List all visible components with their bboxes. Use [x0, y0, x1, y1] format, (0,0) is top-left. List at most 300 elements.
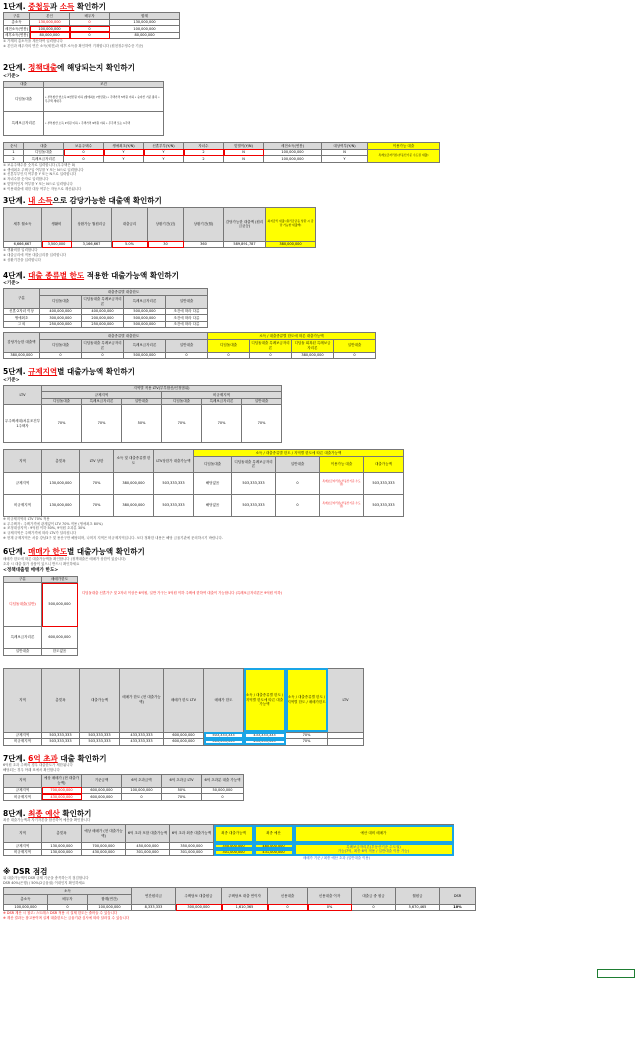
cell: 500,000,000	[124, 308, 166, 315]
col-header: 최저금리 대출 (원리금균등 상환 시 감당 가능한 대출액)	[266, 207, 316, 241]
col-header: 대출	[4, 81, 44, 88]
col-header: 일반대출	[334, 339, 376, 352]
dsr-title: ※ DSR 점검	[3, 867, 48, 876]
cell: 450,000,000	[126, 843, 170, 850]
cell: 0	[48, 904, 88, 911]
col-header: 대출금리	[112, 207, 148, 241]
col-header: 월원금	[396, 888, 440, 905]
col-header: 상환기간(년)	[148, 207, 184, 241]
col-header: 매매가 한도 (현 대출가능액)	[120, 668, 164, 732]
input-cell[interactable]: Y	[104, 149, 144, 156]
col-header: 6억 초과금 LTV	[162, 774, 202, 787]
table-row	[4, 583, 78, 627]
col-header: 6억 초과금액	[122, 774, 162, 787]
col-header: 디딤돌대출	[42, 398, 82, 405]
cell: 503,333,333	[364, 494, 404, 516]
cell: 50%	[162, 787, 202, 794]
group-header: 지역별 적용 LTV(부부합산/인정범위)	[42, 385, 282, 392]
note: 초과 시 대출 불가 상품이 있으니 반드시 확인하세요	[3, 561, 80, 566]
credit-rate-input[interactable]: 0%	[308, 904, 352, 911]
col-header: 매매가 한도 LTV	[164, 668, 204, 732]
affordability-table	[3, 207, 316, 249]
step8-intro: 최종 대출가능액과 자기자본을 합산하여 예산을 확인합니다	[3, 818, 91, 823]
col-header: 디딤돌대출 특례보금자리론	[82, 339, 124, 352]
col-header: LTV	[328, 668, 364, 732]
col-header: 총빚폭	[42, 450, 80, 473]
cell: 0	[276, 494, 320, 516]
col-header: 합계	[110, 13, 180, 20]
interest-rate-input[interactable]: 5.0%	[112, 241, 148, 248]
note: ① 생활비를 입력합니다	[3, 248, 38, 253]
row-label: 특례보금자리론	[4, 112, 44, 136]
col-header: 총빚폭	[42, 668, 80, 732]
price-input[interactable]: 700,000,000	[42, 787, 82, 794]
cell: 50,000,000	[202, 787, 244, 794]
cell: 480,000,000	[254, 843, 294, 850]
cell: 0	[64, 156, 104, 163]
col-header: 감당가능한 대출액 (원리금균등)	[224, 207, 266, 241]
col-header: 특례보금자리론	[124, 295, 166, 308]
col-header: 매매가한도	[42, 576, 78, 583]
cell[interactable]: 130,000,000	[30, 19, 70, 26]
table-row	[4, 88, 164, 112]
col-header: 특례보금자리론	[124, 339, 166, 352]
step5-section	[3, 367, 637, 541]
col-header: 일반대출	[276, 456, 320, 472]
cell: 430,000,000	[82, 849, 126, 856]
cell: 70%	[242, 405, 282, 443]
cell: 50%	[122, 405, 162, 443]
col-header: 일반대출	[166, 295, 208, 308]
row-label: 일반대출	[4, 649, 42, 656]
col-header: 소득 및 대출종류별 한도	[114, 450, 154, 473]
step1-section	[3, 2, 637, 49]
cell: 100,000,000	[264, 149, 322, 156]
col-header: 구분	[4, 13, 30, 20]
dsr-table	[3, 887, 476, 911]
cell: Y	[322, 156, 368, 163]
cell: 600,000,000	[82, 787, 122, 794]
cell: 해당없음	[194, 494, 232, 516]
note: ※ 비규제지역의 LTV 70% 적용	[3, 516, 50, 521]
cell: • 부부합산 소득 1억원 이하 • 주택가격 9억원 이하 • 무주택 또는 1주택	[44, 112, 164, 136]
cell: 70%	[42, 405, 82, 443]
dsr-section	[3, 867, 637, 921]
table-row	[4, 472, 404, 494]
cell: 70%	[162, 794, 202, 801]
col-header: 주택담보 대출원금	[176, 888, 222, 905]
table-row	[4, 649, 78, 656]
input-cell[interactable]: 500,000,000	[42, 583, 78, 627]
cell: 특례보금자리론	[24, 156, 64, 163]
cell: 0	[166, 352, 208, 359]
cell: 130,000,000	[42, 849, 82, 856]
col-header: 신혼부부(Y/N)	[144, 143, 184, 150]
price-input[interactable]: 430,000,000	[42, 794, 82, 801]
col-header: 세후 월소득	[4, 207, 42, 241]
cell: Y	[144, 156, 184, 163]
row-label: 비규제지역	[4, 739, 42, 746]
col-header: 맞벌이(Y/N)	[224, 143, 264, 150]
group-header: 비규제지역	[162, 392, 282, 399]
cell: 350,000,000	[214, 843, 254, 850]
col-header: 디딤돌대출	[194, 456, 232, 472]
col-header: 소득 / 대출종류별 한도 / 지역별 한도에 따른 대출가능액	[244, 668, 286, 732]
cell: 503,333,333	[154, 494, 194, 516]
cell: 100,000,000	[4, 904, 48, 911]
table-row	[4, 352, 376, 359]
cell: • 부부합산 연소득 6천만원 이하 (생애최초 7천만원) • 주택가격 5억원 이하 • 순자산 기준 충족 • 무주택 세대주	[44, 88, 164, 112]
dsr-intro	[3, 876, 637, 886]
step7-intro	[3, 763, 637, 773]
term-years-input[interactable]: 30	[148, 241, 184, 248]
row-label: 규제지역	[4, 787, 42, 794]
col-header: 디딤돌대출	[40, 295, 82, 308]
col-header: 배우자	[70, 13, 110, 20]
table-row	[4, 112, 164, 136]
table-row	[4, 627, 78, 649]
cell: 350,000,000	[170, 843, 214, 850]
col-header: 매매가 한도	[204, 668, 244, 732]
note: 해당되는 경우 아래 표에서 확인합니다	[3, 767, 60, 772]
row-label: 세전소득(연봉)	[5, 26, 29, 31]
col-header: 일반대출	[122, 398, 162, 405]
col-header: DSR	[440, 888, 476, 905]
col-header: 보유주택수	[64, 143, 104, 150]
cell: 433,333,333	[120, 732, 164, 739]
col-header: 6억 초과분 대출 가능액	[202, 774, 244, 787]
cell: 2	[184, 156, 224, 163]
available-loan-cell: 특례보금자리론(부동산기준 수도권 대출)	[368, 149, 440, 162]
step6-intro	[3, 557, 637, 567]
row-label: 디딤돌대출(일반)	[4, 583, 42, 627]
col-header: 조건	[44, 81, 164, 88]
col-header: 생활비	[42, 207, 72, 241]
cell: 2	[4, 156, 24, 163]
step3-title: 3단계. 내 소득으로 감당가능한 대출액 확인하기	[3, 196, 162, 206]
cell: 70%	[80, 472, 114, 494]
cell: 380,000,000	[266, 241, 316, 248]
group-header: 소득 / 대출종류별 한도 / 지역별 한도에 따른 대출가능액	[194, 450, 404, 457]
input-cell[interactable]: 80,000,000	[30, 32, 70, 39]
selected-cell-indicator[interactable]	[597, 969, 635, 978]
cell: Y	[104, 156, 144, 163]
col-header: 합계(연간)	[88, 894, 132, 904]
cell: 431,000,000	[254, 849, 294, 856]
cell: 503,333,333	[42, 739, 80, 746]
cell: 0	[40, 352, 82, 359]
table-row	[4, 794, 244, 801]
cell: 특례보금자리론(부동산기준 수도권)	[320, 472, 364, 494]
step2-title: 2단계. 정책대출에 해당되는지 확인하기	[3, 63, 135, 73]
step3-notes	[3, 248, 637, 263]
col-header: 소득 / 대출종류별 한도 / 지역별 한도 / 매매가한도	[286, 668, 328, 732]
cell: 600,000,000	[164, 739, 204, 746]
cell: 500,000,000	[124, 315, 166, 322]
cell: 해당없음	[194, 472, 232, 494]
step4-title: 4단계. 대출 종류별 한도 적용한 대출가능액 확인하기	[3, 270, 179, 280]
col-header: 6억 초과 포함 대출가능액	[126, 825, 170, 843]
cell: 100,000,000	[122, 787, 162, 794]
step7-title: 7단계. 6억 초과 대출 확인하기	[3, 753, 107, 763]
cell: 6,666,667	[4, 241, 42, 248]
col-header: 지역	[4, 450, 42, 473]
note: ※ DSR 계산 시 참고: 스트레스 DSR 적용 시 실제 한도는 줄어들 수 있습니다	[3, 911, 118, 916]
cell: 조건에 따라 다름	[166, 321, 208, 328]
row-label: 특례보금자리론	[4, 627, 42, 649]
step3-section	[3, 196, 637, 263]
col-header: 특례보금자리론	[82, 398, 122, 405]
input-cell[interactable]: 100,000,000	[30, 26, 70, 33]
input-cell[interactable]: 0	[70, 32, 110, 39]
col-header: 신용대출 이자	[308, 888, 352, 905]
cell: 1	[4, 149, 24, 156]
cell: 8,333,333	[132, 904, 176, 911]
col-header: LTV 상한	[80, 450, 114, 473]
cell: 100,000,000	[110, 26, 180, 33]
basis-label: <정책대출별 매매가 한도>	[3, 567, 59, 573]
row-label: 신혼·2자녀 이상	[4, 308, 40, 315]
row-label: 비규제지역	[4, 849, 42, 856]
cell: 0	[82, 352, 124, 359]
col-header: 이용가능 대출	[320, 456, 364, 472]
table-row	[4, 405, 282, 443]
loan-limit-table	[3, 288, 208, 328]
table-row	[4, 739, 364, 746]
cell: 380,000,000	[114, 472, 154, 494]
cell: 500,000,000	[124, 352, 166, 359]
cell: 600,000,000	[82, 794, 122, 801]
note: ⑥ 이용대출에 대한 대상 여부는 자동으로 계산됩니다	[3, 187, 82, 192]
group-header: 규제지역	[42, 392, 162, 399]
table-row	[4, 904, 476, 911]
col-header: 순서	[4, 143, 24, 150]
region-loan-table	[3, 449, 404, 517]
cell: 600,000,000	[164, 732, 204, 739]
cell: 70%	[82, 405, 122, 443]
col-header: 구분	[4, 289, 40, 309]
cell: 70%	[286, 739, 328, 746]
cell: 503,333,333	[80, 739, 120, 746]
cell: 130,000,000	[42, 494, 80, 516]
cell: 301,000,000	[214, 849, 254, 856]
row-label: 세후소득(연봉)	[5, 33, 29, 38]
cell: N	[224, 156, 264, 163]
step8-section	[3, 809, 637, 861]
cell: 503,333,333	[80, 732, 120, 739]
col-header: 예상 매매가 (현 대출가능액)	[82, 825, 126, 843]
col-header: 일반대출	[166, 339, 208, 352]
basis-label: <기준>	[3, 377, 20, 383]
note: ※ 계산 결과는 참고용이며 실제 대출한도는 금융기관 심사에 따라 달라질 수 있습니다	[3, 916, 130, 921]
row-label: 생애최초	[4, 315, 40, 322]
col-header: 대출	[24, 143, 64, 150]
col-header: 예산 대비 매매가	[294, 825, 454, 843]
col-header: 예상 매매가 (현 대출가능액)	[42, 774, 82, 787]
mortgage-principal-input[interactable]: 300,000,000	[176, 904, 222, 911]
table-row	[4, 241, 316, 248]
step7-section	[3, 754, 637, 801]
row-label: 비규제지역	[4, 494, 42, 516]
group-header: 대출종류별 대출한도	[40, 333, 208, 340]
cell: 300,000,000	[40, 315, 82, 322]
cell: 3,166,667	[72, 241, 112, 248]
group-header: 대출종류별 대출한도	[40, 289, 208, 296]
col-header: 이용가능 대출	[368, 143, 440, 150]
col-header: 배우자	[48, 894, 88, 904]
col-header: 주택담보 대출 연이자	[222, 888, 268, 905]
cell: 301,000,000	[126, 849, 170, 856]
cell: 디딤돌대출	[24, 149, 64, 156]
cell: 700,000,000	[82, 843, 126, 850]
cell: 380,000,000	[114, 494, 154, 516]
cell: 130,000,000	[42, 843, 82, 850]
basis-label: <기준>	[3, 281, 20, 287]
col-header: 상환기간(월)	[184, 207, 224, 241]
cell: 503,333,333	[364, 472, 404, 494]
cell[interactable]: 0	[70, 19, 110, 26]
col-header: 상환가능 월원리금	[72, 207, 112, 241]
cell: 433,333,333	[120, 739, 164, 746]
col-header: 기준금액	[82, 774, 122, 787]
cell: 100,000,000	[264, 156, 322, 163]
cell: 0	[276, 472, 320, 494]
cell: 0	[352, 904, 396, 911]
step5-notes	[3, 517, 637, 542]
cell: 조건에 따라 다름	[166, 308, 208, 315]
living-cost-input[interactable]: 3,500,000	[42, 241, 72, 248]
income-table	[3, 12, 180, 39]
cell: 70%	[162, 405, 202, 443]
cell: 503,333,333	[204, 732, 244, 739]
col-header: LTV	[4, 385, 42, 405]
col-header: 지역	[4, 774, 42, 787]
col-header: 디딤돌대출	[208, 339, 250, 352]
col-header: 대출가능액	[80, 668, 120, 732]
step1-title: 1단계. 중첩등과 소득 확인하기	[3, 2, 106, 11]
col-header: 대상여부(Y/N)	[322, 143, 368, 150]
cell: 특례보금자리론(부동산기준 수도권)	[320, 494, 364, 516]
cell: 589,891,787	[224, 241, 266, 248]
cell: 250,000,000	[82, 321, 124, 328]
eligibility-table	[3, 142, 440, 163]
input-cell[interactable]: 0	[70, 26, 110, 33]
verdict-cell	[294, 843, 454, 856]
step8-title: 8단계. 최종 예산 확인하기	[3, 808, 92, 818]
cell: 360	[184, 241, 224, 248]
verdict-line: 가능(7억, 최종 6억 적용 / 일반대출 이용 가능)	[337, 849, 410, 854]
cell: 433,333,333	[244, 732, 286, 739]
col-header: 최종 예산	[254, 825, 294, 843]
col-header: 대출금 중 원금	[352, 888, 396, 905]
cell: 70%	[80, 494, 114, 516]
cell: 250,000,000	[40, 321, 82, 328]
col-header: 대출가능액	[364, 456, 404, 472]
cell: 70%	[202, 405, 242, 443]
step2-notes	[3, 163, 637, 193]
col-header: 지역	[4, 668, 42, 732]
cell: 5,670,465	[396, 904, 440, 911]
cell: 503,333,333	[232, 494, 276, 516]
verdict-note: 매매가 기준 / 최종 예산 초과 (일반대출 이용)	[303, 856, 371, 861]
col-header: 디딤돌대출	[40, 339, 82, 352]
input-cell[interactable]: N	[224, 149, 264, 156]
cell: 조건에 따라 다름	[166, 315, 208, 322]
row-label: 규제지역	[4, 472, 42, 494]
col-header: 디딤돌대출 특례보금자리론	[82, 295, 124, 308]
step4-section	[3, 271, 637, 359]
row-label: 비규제지역	[4, 794, 42, 801]
group-header: 소득 / 대출종류별 한도에 따른 대출가능액	[208, 333, 376, 340]
cell: 503,333,333	[154, 472, 194, 494]
note: ② 대출금리에 적용 대출금리를 입력합니다	[3, 253, 67, 258]
row-label: 그 외	[4, 321, 40, 328]
col-header: 신용대출	[268, 888, 308, 905]
row-label: 규제지역	[4, 843, 42, 850]
col-header: 생애최초(Y/N)	[104, 143, 144, 150]
col-header: 구분	[4, 576, 42, 583]
row-label: 규제지역	[4, 732, 42, 739]
input-cell[interactable]: 2	[184, 149, 224, 156]
cell: 130,000,000	[110, 19, 180, 26]
verdict-line: 특례보금자리론(부동산기준 수도권)	[346, 844, 401, 849]
cell: 200,000,000	[82, 315, 124, 322]
cell: 400,000,000	[40, 308, 82, 315]
note: ③ 상환기간을 입력합니다	[3, 257, 41, 262]
note: ⑤ 맞벌이인지 여부를 Y 또는 N으로 입력합니다	[3, 182, 73, 187]
col-header: 디딤돌 회복된 특례보금자리론	[292, 339, 334, 352]
cell: 70%	[286, 732, 328, 739]
cell: 301,000,000	[170, 849, 214, 856]
cell: 130,000,000	[42, 472, 80, 494]
cell: 600,000,000	[42, 627, 78, 649]
note: ③ 규제지역은 주택가격에 따라 LTV가 달라집니다	[3, 531, 77, 536]
table-row	[4, 32, 180, 39]
cell: 380,000,000	[4, 352, 40, 359]
step2-section	[3, 63, 637, 192]
dsr-notes	[3, 911, 637, 921]
cell: 0	[334, 352, 376, 359]
col-header: 총소득	[4, 894, 48, 904]
step1-notes	[3, 39, 637, 49]
row-label: 총소득	[4, 19, 30, 26]
cell: 503,333,333	[42, 732, 80, 739]
cell: 한도없음	[42, 649, 78, 656]
mortgage-interest-input[interactable]: 1,610,365	[222, 904, 268, 911]
price-limit-table	[3, 576, 78, 656]
input-cell[interactable]: Y	[144, 149, 184, 156]
note: ※ 현재 규제지역은 서울 강남3구 및 용산구만 해당되며, 나머지 지역은 비규제지역입니다. 보다 정확한 내용은 해당 금융기관에 문의하시기 바랍니다.	[3, 536, 223, 541]
step5-title: 5단계. 규제지역별 대출가능액 확인하기	[3, 367, 135, 377]
cell: 100,000,000	[88, 904, 132, 911]
cell: 0	[208, 352, 250, 359]
cell: N	[322, 149, 368, 156]
step6-section	[3, 547, 637, 745]
col-header: 감당가능한 대출액	[4, 333, 40, 353]
input-cell[interactable]: 0	[64, 149, 104, 156]
col-header: 본인	[30, 13, 70, 20]
note: DSR 40%(은행) / 50%(2금융권) 이내인지 확인하세요	[3, 881, 86, 886]
basis-label: <기준>	[3, 73, 20, 79]
cell: 380,000,000	[292, 352, 334, 359]
loan-limit-result-table	[3, 332, 376, 359]
credit-loan-input[interactable]: 0	[268, 904, 308, 911]
note: ③ 신혼부부인지 여부를 Y 또는 N으로 입력합니다	[3, 172, 77, 177]
col-header: 최종 대출가능액	[214, 825, 254, 843]
col-header: 총빚폭	[42, 825, 82, 843]
note: ① 가계의 총소득을 계산하여 입력합니다	[3, 39, 63, 44]
col-header: 세전소득(연봉)	[264, 143, 322, 150]
